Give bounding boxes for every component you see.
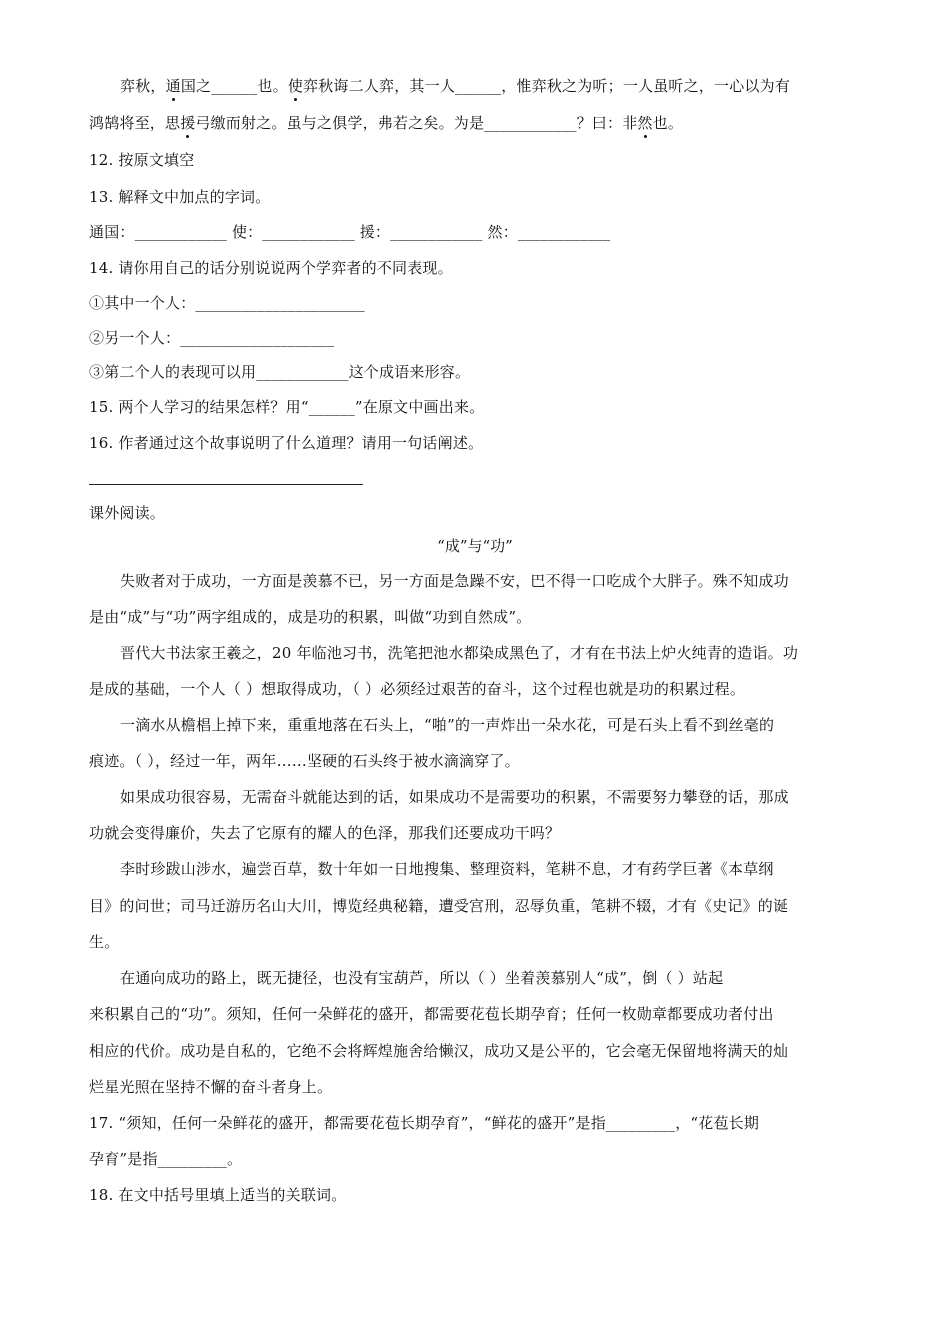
article-line: 功就会变得廉价，失去了它原有的耀人的色泽，那我们还要成功干吗？ [89, 824, 561, 842]
passage-line-1 [120, 75, 900, 97]
dotted-char: 援 [180, 114, 196, 132]
text-segment: 弓缴而射之。虽与之俱学，弗若之矣。为是____________？曰：非 [195, 114, 638, 132]
text-segment: 国之______也。 [180, 77, 288, 95]
article-line: 目》的问世；司马迁游历名山大川，博览经典秘籍，遭受宫刑，忍辱负重，笔耕不辍，才有《史记》的诞 [89, 897, 789, 915]
answer-line[interactable] [89, 484, 363, 485]
dotted-char: 然 [637, 114, 653, 132]
article-line: 是由“成”与“功”两字组成的，成是功的积累，叫做“功到自然成”。 [89, 608, 532, 626]
text-segment: 弈秋诲二人弈，其一人______，惟弈秋之为听；一人虽听之，一心以为有 [303, 77, 791, 95]
question-12: 12. 按原文填空 [89, 151, 195, 169]
article-line: 痕迹。（ ），经过一年，两年……坚硬的石头终于被水滴滴穿了。 [89, 752, 520, 770]
question-14: 14. 请你用自己的话分别说说两个学弈者的不同表现。 [89, 259, 453, 277]
article-line: 如果成功很容易，无需奋斗就能达到的话，如果成功不是需要功的积累，不需要努力攀登的话，那成 [120, 788, 789, 806]
article-line: 生。 [89, 933, 120, 951]
question-15: 15. 两个人学习的结果怎样？用“______”在原文中画出来。 [89, 398, 485, 416]
article-title: “成”与“功” [437, 537, 513, 555]
question-14-item-2[interactable]: ②另一个人：____________________ [89, 329, 335, 347]
question-14-item-1[interactable]: ①其中一个人：______________________ [89, 294, 365, 312]
text-segment: 鸿鹄将至，思 [89, 114, 181, 132]
question-14-item-3[interactable]: ③第二个人的表现可以用____________这个成语来形容。 [89, 363, 471, 381]
article-line: 是成的基础，一个人（ ）想取得成功，（ ）必须经过艰苦的奋斗，这个过程也就是功的积累过程。 [89, 680, 746, 698]
article-line: 相应的代价。成功是自私的，它绝不会将辉煌施舍给懒汉，成功又是公平的，它会毫无保留地将满天的灿 [89, 1042, 789, 1060]
question-16: 16. 作者通过这个故事说明了什么道理？请用一句话阐述。 [89, 434, 484, 452]
question-17-cont[interactable]: 孕育”是指_________。 [89, 1150, 243, 1168]
question-18: 18. 在文中括号里填上适当的关联词。 [89, 1186, 347, 1204]
text-segment: 弈秋， [120, 77, 166, 95]
section-label: 课外阅读。 [89, 504, 166, 522]
dotted-char: 使 [287, 77, 304, 95]
text-segment: 也。 [652, 114, 684, 132]
passage-line-2 [89, 112, 869, 134]
question-13: 13. 解释文中加点的字词。 [89, 188, 271, 206]
article-line: 一滴水从檐椙上掉下来，重重地落在石头上，“啪”的一声炸出一朵水花，可是石头上看不到丝毫的 [120, 716, 775, 734]
article-line: 烂星光照在坚持不懈的奋斗者身上。 [89, 1078, 333, 1096]
article-line: 李时珍跋山涉水，遍尝百草，数十年如一日地搜集、整理资料，笔耕不息，才有药学巨著《本草纲 [120, 860, 774, 878]
dotted-char: 通 [165, 77, 181, 95]
article-line: 来积累自己的“功”。须知，任何一朵鲜花的盛开，都需要花苞长期孕育；任何一枚勋章都要成功者付出 [89, 1005, 774, 1023]
question-17[interactable]: 17. “须知，任何一朵鲜花的盛开，都需要花苞长期孕育”，“鲜花的盛开”是指_________，“花苞长期 [89, 1114, 760, 1132]
article-line: 失败者对于成功，一方面是羡慕不已，另一方面是急躁不安，巴不得一口吃成个大胖子。殊不知成功 [120, 572, 789, 590]
article-line: 在通向成功的路上，既无捷径，也没有宝葫芦，所以（ ）坐着羡慕别人“成”，倒（ ）站起 [120, 969, 724, 987]
article-line: 晋代大书法家王羲之，20 年临池习书，洗笔把池水都染成黑色了，才有在书法上炉火纯青的造诣。功 [120, 644, 799, 662]
question-13-blanks[interactable]: 通国：____________ 使：____________ 援：____________ 然：____________ [89, 223, 611, 241]
